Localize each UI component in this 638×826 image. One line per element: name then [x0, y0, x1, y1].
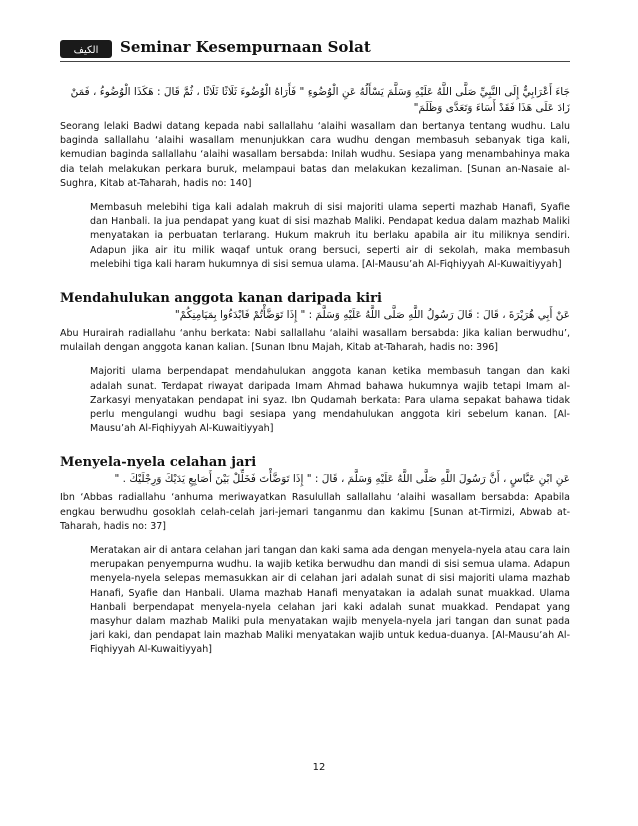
section-translation: Ibn ‘Abbas radiallahu ‘anhuma meriwayatkan Rasulullah sallallahu ‘alaihi wasallam bersabda: Apabila engkau berwudhu gosoklah celah-celah jari-jemari tanganmu dan kakimu [Sunan at-Tirmizi, Abwab at-Taharah, hadis no: 37] — [60, 492, 570, 532]
section-jari — [60, 454, 570, 657]
section-heading: Mendahulukan anggota kanan daripada kiri — [60, 291, 382, 307]
section-note: Majoriti ulama berpendapat mendahulukan anggota kanan ketika membasuh tangan dan kaki adalah sunat. Terdapat riwayat daripada Imam Ahmad bahawa hukumnya wajib tetapi Imam al-Zarkasyi menyatakan pendapat ini syaz. Ibn Qudamah berkata: Para ulama sepakat bahawa tidak perlu mengulangi wudhu bagi sesiapa yang mendahulukan anggota kiri sebelum kanan. [Al-Mausu’ah Al-Fiqhiyyah Al-Kuwaitiyyah] — [90, 366, 570, 435]
section-kanan — [60, 290, 570, 436]
section-arabic: عَنِ ابْنِ عَبَّاسٍ ، أَنَّ رَسُولَ اللَّهِ صَلَّى اللَّهُ عَلَيْهِ وَسَلَّمَ ، قَالَ : " إِذَا تَوَضَّأْتَ فَخَلِّلْ بَيْنَ أَصَابِعِ يَدَيْكَ وَرِجْلَيْكَ . " — [114, 473, 570, 486]
intro-block — [60, 84, 570, 272]
section-translation: Abu Hurairah radiallahu ‘anhu berkata: Nabi sallallahu ‘alaihi wasallam bersabda: Jika kalian berwudhu’, mulailah dengan anggota kanan kalian. [Sunan Ibnu Majah, Kitab at-Taharah, hadis no: 396] — [60, 328, 570, 354]
section-arabic: عَنْ أَبِي هُرَيْرَةَ ، قَالَ : قَالَ رَسُولُ اللَّهِ صَلَّى اللَّهُ عَلَيْهِ وَسَلَّمَ : " إِذَا تَوَضَّأْتُمْ فَابْدَءُوا بِمَيَامِنِكُمْ" — [174, 309, 570, 322]
section-note: Meratakan air di antara celahan jari tangan dan kaki sama ada dengan menyela-nyela atau cara lain merupakan penyempurna wudhu. Ia wajib ketika berwudhu dan mandi di sisi semua ulama. Adapun menyela-nyela selepas memasukkan air di celahan jari adalah sunat di sisi majoriti ulama mazhab Hanafi, Syafie dan Hanbali. Ulama mazhab Hanafi menyatakan ia adalah sunat muakkad. Ulama Hanbali berpendapat menyela-nyela celahan jari kaki adalah sunat muakkad. Pendapat yang masyhur dalam mazhab Maliki pula menyatakan wajib menyela-nyela jari tangan dan sunat pada jari kaki, dan pendapat lain mazhab Maliki menyatakan wajib untuk kedua-duanya. [Al-Mausu’ah Al-Fiqhiyyah Al-Kuwaitiyyah] — [90, 545, 570, 656]
logo-text: الكيف — [73, 45, 99, 56]
header-title: Seminar Kesempurnaan Solat — [120, 38, 371, 56]
intro-translation: Seorang lelaki Badwi datang kepada nabi sallallahu ‘alaihi wasallam dan bertanya tentang wudhu. Lalu baginda sallallahu ‘alaihi wasallam menunjukkan cara wudhu dengan membasuh sebanyak tiga kali, kemudian baginda sallallahu ‘alaihi wasallam bersabda: Inilah wudhu. Sesiapa yang menambahinya maka dia telah melakukan perkara buruk, melampaui batas dan melakukan kezaliman. [Sunan an-Nasaie al-Sughra, Kitab at-Taharah, hadis no: 140] — [60, 121, 570, 189]
intro-arabic: جَاءَ أَعْرَابِيٌّ إِلَى النَّبِيِّ صَلَّى اللَّهُ عَلَيْهِ وَسَلَّمَ يَسْأَلُهُ عَنِ الْوُضُوءِ " فَأَرَاهُ الْوُضُوءَ ثَلَاثًا ثَلَاثًا ، ثُمَّ قَالَ : هَكَذَا الْوُضُوءُ ، فَمَنْ زَادَ عَلَى هَذَا فَقَدْ أَسَاءَ وَتَعَدَّى وَظَلَمَ" — [70, 86, 570, 114]
page-header — [60, 36, 570, 62]
page-number: 12 — [312, 762, 326, 773]
intro-note: Membasuh melebihi tiga kali adalah makruh di sisi majoriti ulama seperti mazhab Hanafi, Syafie dan Hanbali. Ia jua pendapat yang kuat di sisi mazhab Maliki. Pendapat kedua dalam mazhab Maliki menyatakan ia perbuatan terlarang. Hukum makruh itu berlaku apabila air itu miliknya sendiri. Adapun jika air itu milik waqaf untuk orang bersuci, seperti air di sekolah, maka membasuh melebihi tiga kali haram hukumnya di sisi semua ulama. [Al-Mausu’ah Al-Fiqhiyyah Al-Kuwaitiyyah] — [90, 202, 570, 270]
page-content — [60, 84, 570, 658]
logo — [60, 40, 112, 58]
header-divider — [60, 61, 570, 62]
section-heading: Menyela-nyela celahan jari — [60, 455, 257, 471]
